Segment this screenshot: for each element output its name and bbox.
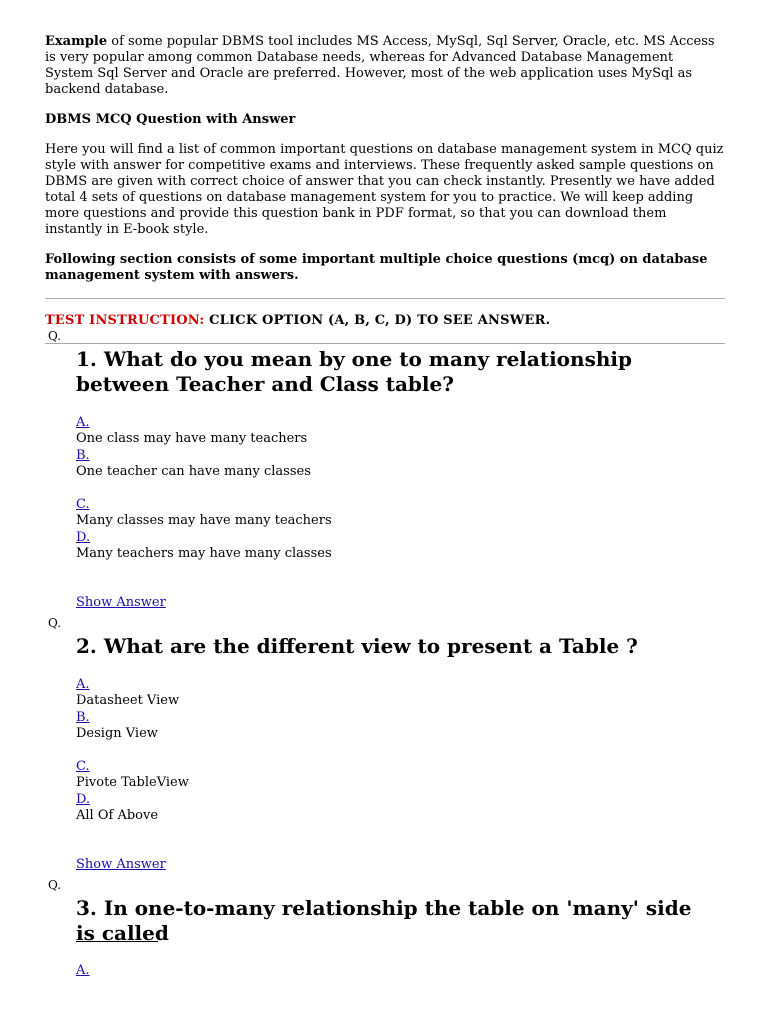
show-answer-link[interactable]: Show Answer — [76, 857, 166, 872]
example-label: Example — [45, 34, 108, 49]
intro-example-paragraph — [45, 34, 725, 98]
option-c-text: Pivote TableView — [76, 775, 189, 790]
option-b-text: One teacher can have many classes — [76, 464, 311, 479]
instruction-text: CLICK OPTION (A, B, C, D) TO SEE ANSWER. — [204, 313, 551, 328]
section-heading: DBMS MCQ Question with Answer — [45, 112, 296, 127]
question-label: Q. — [48, 616, 62, 630]
question-label: Q. — [48, 329, 62, 343]
option-d-text: Many teachers may have many classes — [76, 546, 332, 561]
show-answer-link[interactable]: Show Answer — [76, 595, 166, 610]
instruction-label: TEST INSTRUCTION: — [45, 313, 205, 328]
article-body — [45, 34, 725, 344]
question-label: Q. — [48, 878, 62, 892]
option-b-text: Design View — [76, 726, 158, 741]
option-a-text: Datasheet View — [76, 693, 180, 708]
option-b-link[interactable]: B. — [76, 448, 90, 463]
question-text: 1. What do you mean by one to many relationship between Teacher and Class table? — [76, 347, 632, 396]
option-c-text: Many classes may have many teachers — [76, 513, 332, 528]
following-paragraph: Following section consists of some important multiple choice questions (mcq) on database management system with answers. — [45, 252, 708, 283]
option-a-link[interactable]: A. — [76, 415, 90, 430]
test-instruction — [45, 313, 725, 329]
bottom-divider — [45, 343, 725, 344]
top-divider — [45, 298, 725, 299]
answer-blank — [76, 941, 158, 942]
description-paragraph: Here you will find a list of common important questions on database management system in MCQ quiz style with answer for competitive exams and interviews. These frequently asked sample questions on DBMS are given with correct choice of answer that you can check instantly. Presently we have added total 4 sets of questions on database management system for you to practice. We will keep adding more questions and provide this question bank in PDF format, so that you can download them instantly in E-book style. — [45, 142, 724, 237]
option-a-link[interactable]: A. — [76, 963, 90, 978]
example-text: of some popular DBMS tool includes MS Access, MySql, Sql Server, Oracle, etc. MS Access is very popular among common Database needs, whereas for Advanced Database Management System Sql Server and Oracle are preferred. However, most of the web application uses MySql as backend database. — [45, 34, 715, 97]
question-text: 2. What are the different view to present a Table ? — [76, 634, 638, 658]
option-c-link[interactable]: C. — [76, 497, 90, 512]
option-d-link[interactable]: D. — [76, 792, 91, 807]
option-a-link[interactable]: A. — [76, 677, 90, 692]
question-text: 3. In one-to-many relationship the table on 'many' side is called — [76, 896, 692, 945]
option-c-link[interactable]: C. — [76, 759, 90, 774]
option-a-text: One class may have many teachers — [76, 431, 308, 446]
option-d-text: All Of Above — [76, 808, 159, 823]
option-b-link[interactable]: B. — [76, 710, 90, 725]
option-d-link[interactable]: D. — [76, 530, 91, 545]
